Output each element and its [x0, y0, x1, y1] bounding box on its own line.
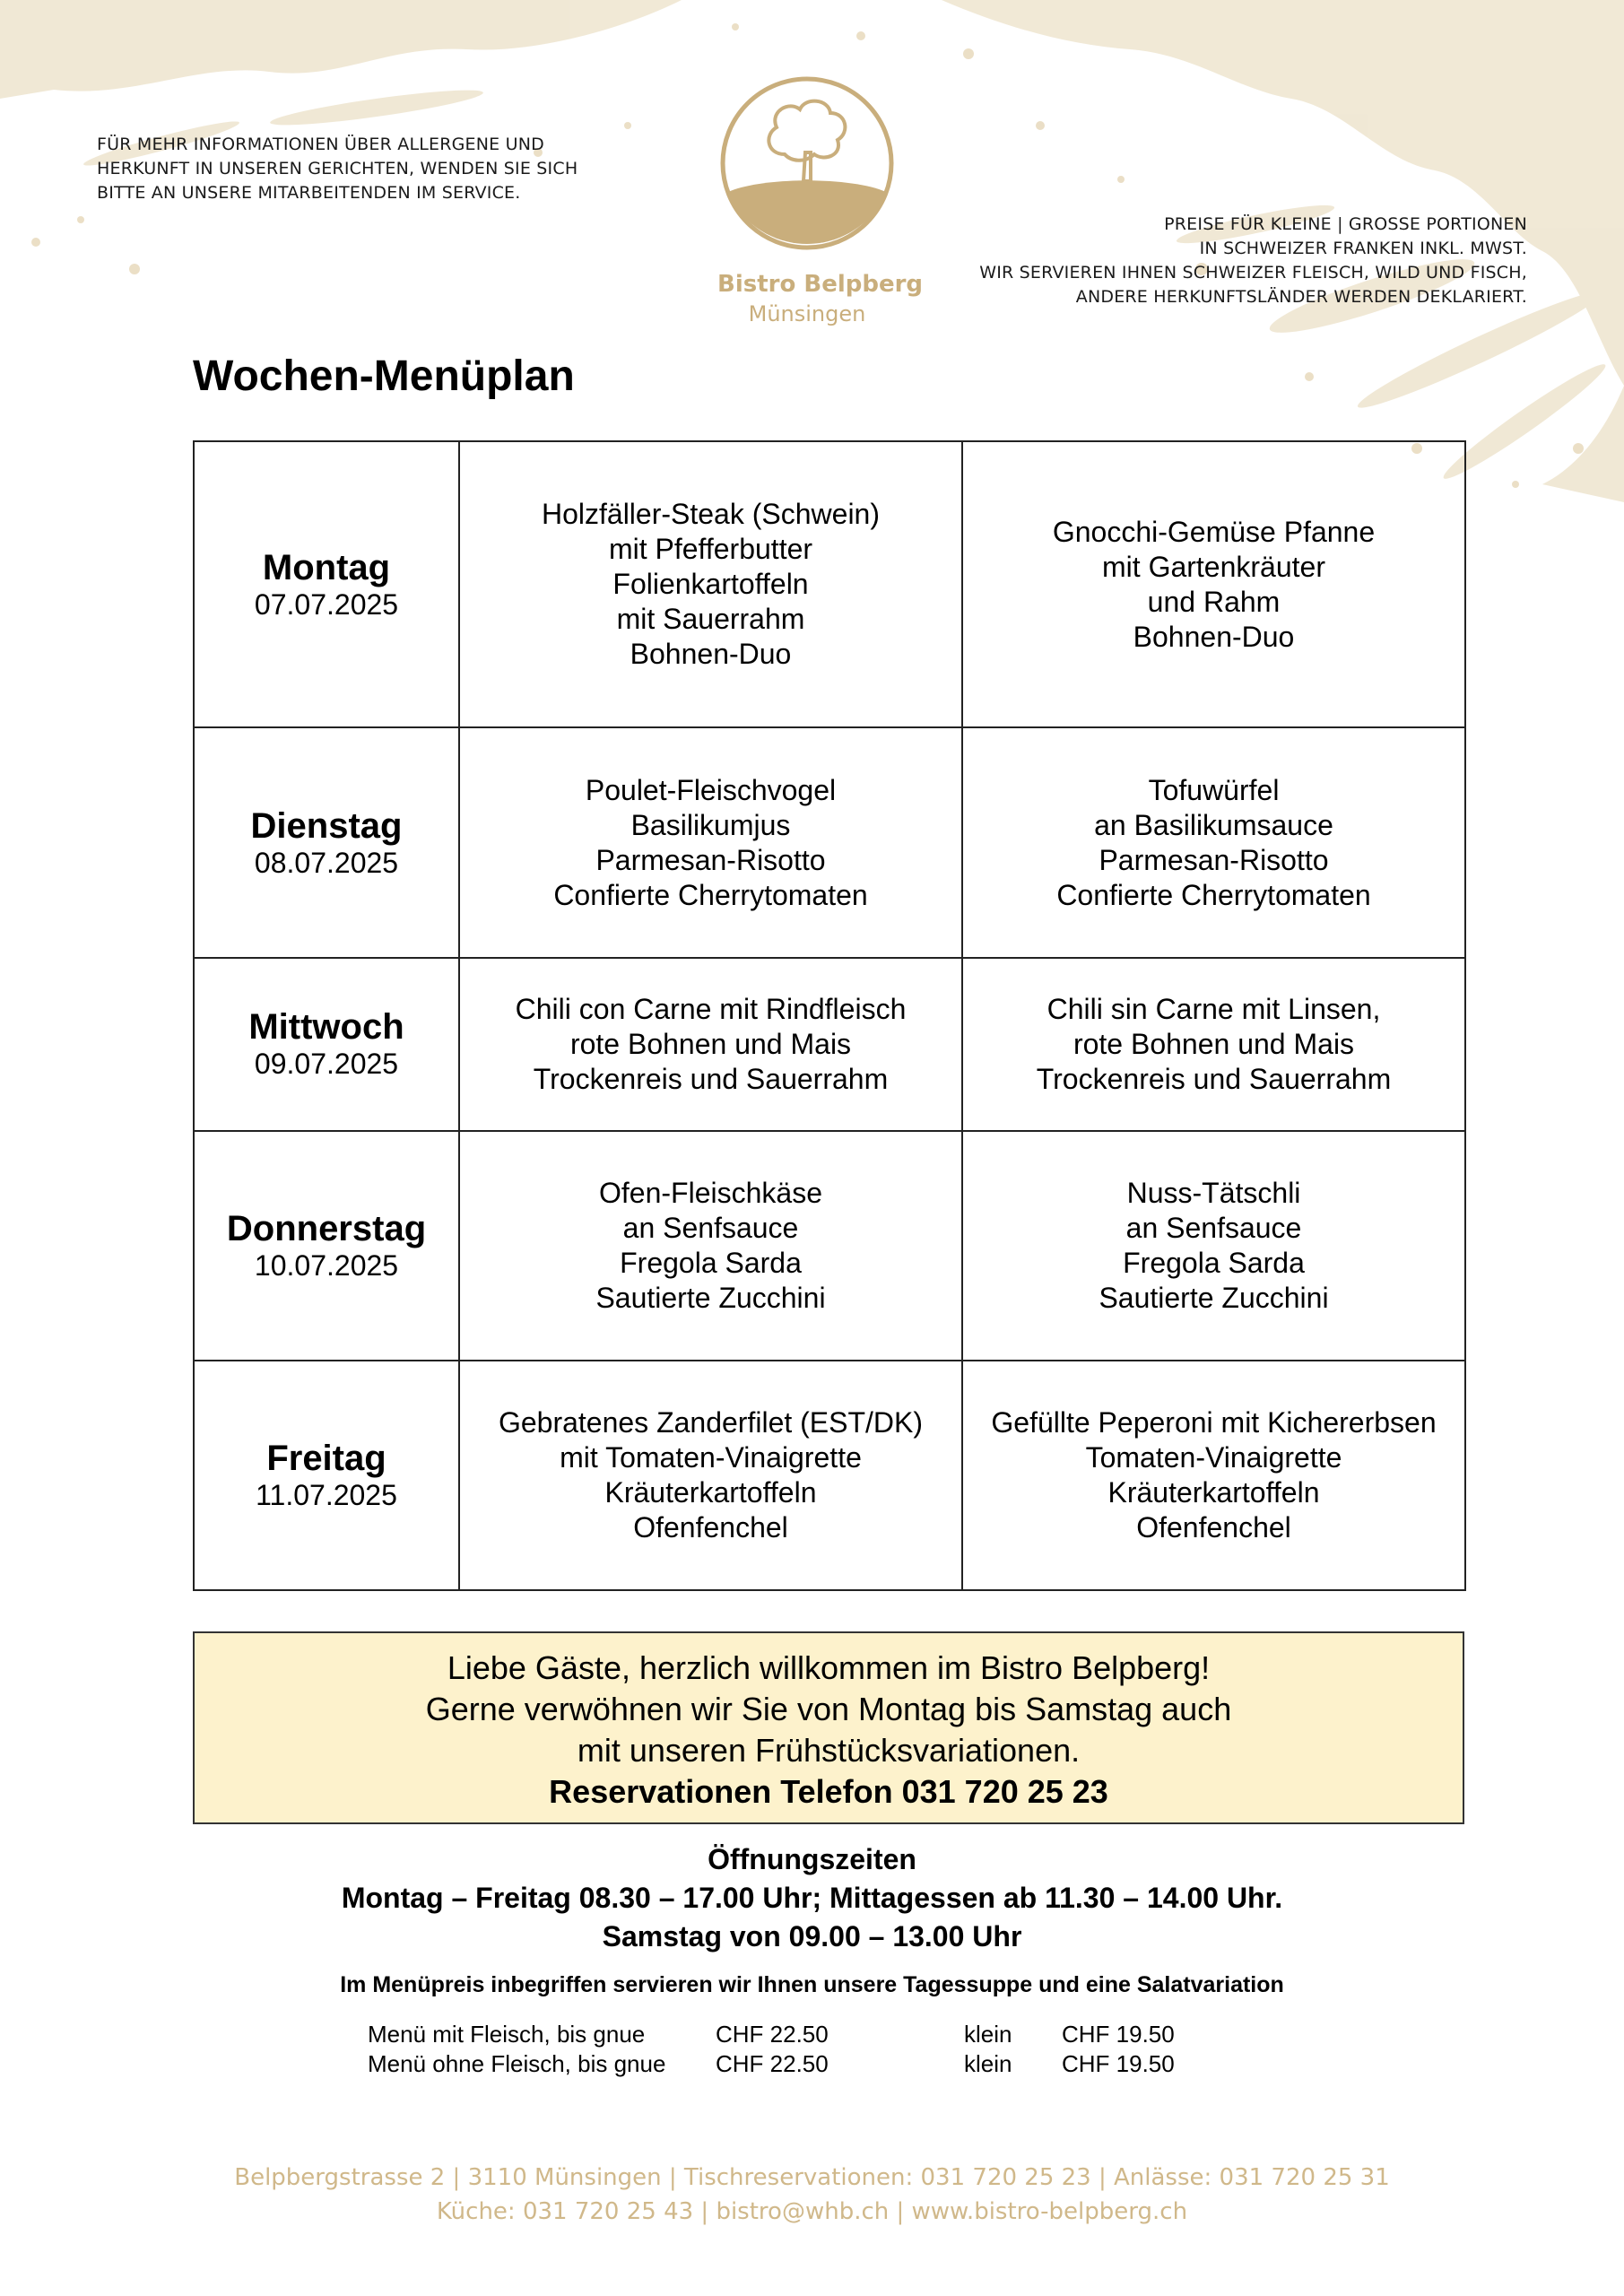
allergen-notice-line: FÜR MEHR INFORMATIONEN ÜBER ALLERGENE UND: [97, 135, 544, 154]
reservation-phone: Reservationen Telefon 031 720 25 23: [549, 1773, 1108, 1810]
small-price-value: CHF 19.50: [1062, 2050, 1175, 2077]
day-cell: [194, 727, 459, 957]
meat-dish-cell: [459, 1361, 962, 1590]
welcome-line: mit unseren Frühstücksvariationen.: [577, 1732, 1081, 1769]
dish-line: Bohnen-Duo: [630, 638, 792, 671]
dish-line: und Rahm: [1147, 585, 1281, 618]
dish-line: Nuss-Tätschli: [1126, 1176, 1301, 1209]
veg-dish-cell: [962, 1361, 1465, 1590]
meat-dish-cell: [459, 958, 962, 1131]
small-price-value: CHF 19.50: [1062, 2021, 1175, 2048]
opening-hours-title: Öffnungszeiten: [708, 1843, 916, 1875]
dish-line: Chili con Carne mit Rindfleisch: [515, 992, 907, 1025]
dish-line: Parmesan-Risotto: [1099, 843, 1329, 876]
price-value: CHF 22.50: [716, 2050, 829, 2077]
menu-row-wednesday: [194, 958, 1465, 1131]
dish-line: Parmesan-Risotto: [595, 843, 826, 876]
veg-dish-cell: [962, 958, 1465, 1131]
opening-hours: [0, 1840, 1624, 1956]
logo-location: Münsingen: [748, 301, 866, 326]
tree-logo-icon: [717, 74, 897, 253]
weekly-menu-table: [193, 440, 1466, 1591]
dish-line: Confierte Cherrytomaten: [553, 878, 868, 911]
dish-line: Confierte Cherrytomaten: [1056, 878, 1371, 911]
day-date: 11.07.2025: [256, 1478, 397, 1511]
dish-line: mit Sauerrahm: [616, 603, 805, 636]
meat-dish-cell: [459, 727, 962, 957]
dish-line: Poulet-Fleischvogel: [585, 773, 837, 806]
meat-dish-cell: [459, 1131, 962, 1361]
dish-line: Kräuterkartoffeln: [604, 1475, 817, 1509]
day-date: 08.07.2025: [254, 846, 399, 879]
dish-line: Sautierte Zucchini: [1099, 1281, 1329, 1314]
menu-row-tuesday: [194, 727, 1465, 957]
opening-hours-weekdays: Montag – Freitag 08.30 – 17.00 Uhr; Mittagessen ab 11.30 – 14.00 Uhr.: [341, 1882, 1283, 1914]
day-cell: [194, 441, 459, 727]
veg-dish-cell: [962, 441, 1465, 727]
contact-footer: [0, 2161, 1624, 2229]
day-date: 07.07.2025: [254, 587, 399, 621]
price-notice-line: ANDERE HERKUNFTSLÄNDER WERDEN DEKLARIERT.: [1075, 287, 1527, 307]
meat-dish-cell: [459, 441, 962, 727]
day-date: 10.07.2025: [254, 1248, 399, 1282]
dish-line: Ofenfenchel: [1136, 1510, 1291, 1544]
dish-line: Gebratenes Zanderfilet (EST/DK): [498, 1405, 924, 1439]
dish-line: Tomaten-Vinaigrette: [1085, 1440, 1342, 1474]
bistro-logo: [717, 74, 924, 326]
day-name: Dienstag: [250, 805, 403, 846]
dish-line: Trockenreis und Sauerrahm: [533, 1062, 889, 1095]
day-name: Montag: [262, 547, 391, 587]
price-item-name: Menü ohne Fleisch, bis gnue: [368, 2050, 666, 2077]
dish-line: Sautierte Zucchini: [595, 1281, 826, 1314]
dish-line: an Basilikumsauce: [1094, 808, 1333, 841]
day-name: Freitag: [266, 1438, 386, 1478]
included-note: Im Menüpreis inbegriffen servieren wir Ihnen unsere Tagessuppe und eine Salatvariation: [340, 1972, 1284, 1997]
allergen-notice-line: BITTE AN UNSERE MITARBEITENDEN IM SERVICE.: [97, 183, 521, 203]
day-date: 09.07.2025: [254, 1048, 399, 1081]
menu-row-thursday: [194, 1131, 1465, 1361]
dish-line: rote Bohnen und Mais: [569, 1027, 852, 1060]
dish-line: mit Tomaten-Vinaigrette: [560, 1440, 862, 1474]
dish-line: mit Pfefferbutter: [608, 533, 813, 566]
dish-line: Folienkartoffeln: [612, 568, 809, 601]
dish-line: mit Gartenkräuter: [1102, 550, 1325, 583]
dish-line: Chili sin Carne mit Linsen,: [1046, 992, 1381, 1025]
dish-line: an Senfsauce: [1125, 1211, 1302, 1244]
page-title: Wochen-Menüplan: [193, 352, 575, 400]
dish-line: Tofuwürfel: [1148, 773, 1280, 806]
footer-address: Belpbergstrasse 2 | 3110 Münsingen | Tischreservationen: 031 720 25 23 | Anlässe: 031 720 25 31: [234, 2164, 1390, 2191]
small-label: klein: [964, 2021, 1012, 2048]
logo-name: Bistro Belpberg: [717, 271, 924, 298]
menu-row-monday: [194, 441, 1465, 727]
dish-line: Ofen-Fleischkäse: [599, 1176, 822, 1209]
opening-hours-saturday: Samstag von 09.00 – 13.00 Uhr: [602, 1920, 1022, 1952]
day-cell: [194, 958, 459, 1131]
welcome-line: Gerne verwöhnen wir Sie von Montag bis Samstag auch: [425, 1691, 1232, 1727]
dish-line: Fregola Sarda: [1123, 1246, 1305, 1279]
dish-line: Ofenfenchel: [633, 1510, 788, 1544]
day-cell: [194, 1131, 459, 1361]
allergen-notice: [97, 133, 578, 205]
day-name: Mittwoch: [248, 1007, 404, 1048]
dish-line: Holzfäller-Steak (Schwein): [541, 498, 880, 531]
dish-line: Trockenreis und Sauerrahm: [1036, 1062, 1392, 1095]
welcome-line: Liebe Gäste, herzlich willkommen im Bistro Belpberg!: [447, 1649, 1211, 1686]
dish-line: Basilikumjus: [630, 808, 791, 841]
day-cell: [194, 1361, 459, 1590]
allergen-notice-line: HERKUNFT IN UNSEREN GERICHTEN, WENDEN SIE SICH: [97, 159, 578, 178]
price-notice-line: WIR SERVIEREN IHNEN SCHWEIZER FLEISCH, WILD UND FISCH,: [979, 263, 1527, 283]
price-notice: [979, 213, 1527, 309]
veg-dish-cell: [962, 1131, 1465, 1361]
dish-line: Kräuterkartoffeln: [1107, 1475, 1320, 1509]
veg-dish-cell: [962, 727, 1465, 957]
welcome-box: [193, 1631, 1464, 1824]
dish-line: Bohnen-Duo: [1133, 620, 1295, 653]
price-notice-line: PREISE FÜR KLEINE | GROSSE PORTIONEN: [1164, 214, 1527, 234]
menu-row-friday: [194, 1361, 1465, 1590]
price-notice-line: IN SCHWEIZER FRANKEN INKL. MWST.: [1199, 239, 1527, 258]
small-label: klein: [964, 2050, 1012, 2077]
dish-line: rote Bohnen und Mais: [1073, 1027, 1355, 1060]
dish-line: Gnocchi-Gemüse Pfanne: [1052, 515, 1376, 548]
footer-contact: Küche: 031 720 25 43 | bistro@whb.ch | www.bistro-belpberg.ch: [436, 2198, 1188, 2225]
day-name: Donnerstag: [226, 1208, 427, 1248]
dish-line: Fregola Sarda: [620, 1246, 802, 1279]
price-item-name: Menü mit Fleisch, bis gnue: [368, 2021, 646, 2048]
dish-line: Gefüllte Peperoni mit Kichererbsen: [991, 1405, 1437, 1439]
dish-line: an Senfsauce: [622, 1211, 799, 1244]
price-value: CHF 22.50: [716, 2021, 829, 2048]
